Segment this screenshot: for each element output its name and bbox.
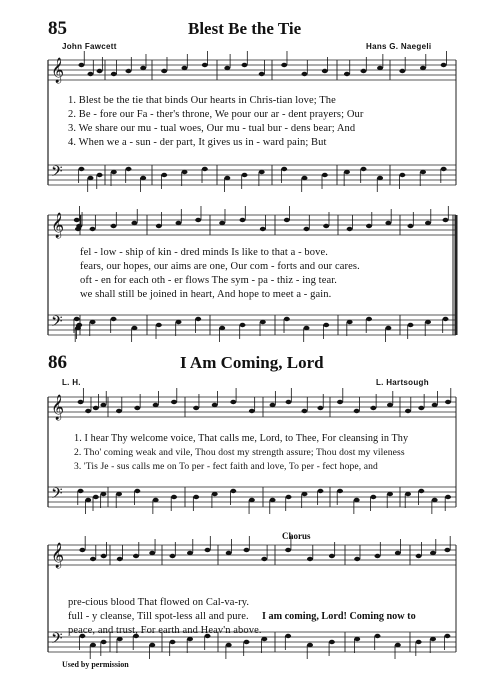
note-head — [366, 224, 372, 228]
note-head — [370, 495, 376, 499]
note-head — [244, 548, 250, 552]
note-head — [259, 170, 265, 174]
note-head — [134, 489, 140, 493]
note-head — [354, 498, 360, 502]
note-head — [242, 63, 248, 67]
hymn-number: 85 — [48, 18, 67, 39]
lyric-line: 1. Blest be the tie that binds Our hearts in Chris-tian love; The — [68, 95, 336, 106]
note-head — [385, 326, 391, 330]
note-head — [430, 637, 436, 641]
note-head — [88, 72, 94, 76]
note-head — [270, 403, 276, 407]
note-head — [430, 551, 436, 555]
note-head — [302, 176, 308, 180]
note-head — [100, 403, 106, 407]
permission-note: Used by permission — [62, 660, 129, 669]
note-head — [212, 492, 218, 496]
bass-clef: 𝄢 — [51, 485, 63, 506]
note-head — [78, 489, 84, 493]
note-head — [399, 173, 405, 177]
note-head — [329, 640, 335, 644]
note-head — [261, 557, 267, 561]
note-head — [395, 551, 401, 555]
note-head — [387, 492, 393, 496]
note-head — [76, 323, 82, 327]
treble-clef: 𝄞 — [51, 543, 65, 568]
note-head — [307, 643, 313, 647]
note-head — [131, 326, 137, 330]
note-head — [244, 640, 250, 644]
note-head — [260, 320, 266, 324]
note-head — [153, 403, 159, 407]
note-head — [117, 557, 123, 561]
note-head — [323, 224, 329, 228]
lyric-line: peace, and trust, For earth and Heav'n above. — [68, 625, 262, 636]
note-head — [153, 498, 159, 502]
note-head — [385, 221, 391, 225]
note-head — [347, 320, 353, 324]
note-head — [224, 66, 230, 70]
note-head — [284, 317, 290, 321]
treble-clef: 𝄞 — [51, 395, 65, 420]
note-head — [375, 554, 381, 558]
lyric-line: fel - low - ship of kin - dred minds Is like to that a - bove. — [80, 247, 328, 258]
note-head — [156, 224, 162, 228]
note-head — [74, 218, 80, 222]
note-head — [170, 640, 176, 644]
note-head — [242, 173, 248, 177]
note-head — [444, 634, 450, 638]
note-head — [354, 557, 360, 561]
note-head — [286, 400, 292, 404]
note-head — [432, 498, 438, 502]
note-head — [78, 400, 84, 404]
note-head — [140, 66, 146, 70]
note-head — [111, 72, 117, 76]
bass-clef: 𝄢 — [51, 163, 63, 184]
note-head — [337, 400, 343, 404]
note-head — [90, 643, 96, 647]
note-head — [90, 320, 96, 324]
note-head — [284, 218, 290, 222]
note-head — [85, 498, 91, 502]
note-head — [224, 176, 230, 180]
treble-clef: 𝄞 — [51, 58, 65, 83]
note-head — [202, 63, 208, 67]
note-head — [443, 317, 449, 321]
note-head — [317, 406, 323, 410]
note-head — [418, 406, 424, 410]
note-head — [249, 498, 255, 502]
note-head — [240, 323, 246, 327]
note-head — [307, 557, 313, 561]
note-head — [281, 167, 287, 171]
composer-credit: Hans G. Naegeli — [366, 42, 432, 51]
note-head — [329, 554, 335, 558]
lyric-line: 4. When we a - sun - der part, It gives us in - ward pain; But — [68, 137, 327, 148]
note-head — [420, 66, 426, 70]
note-head — [354, 637, 360, 641]
lyric-line: 2. Be - fore our Fa - ther's throne, We pour our ar - dent prayers; Our — [68, 109, 364, 120]
note-head — [85, 409, 91, 413]
note-head — [116, 492, 122, 496]
note-head — [395, 643, 401, 647]
note-head — [205, 548, 211, 552]
bass-clef: 𝄢 — [51, 313, 63, 334]
note-head — [375, 634, 381, 638]
lyric-line: pre-cious blood That flowed on Cal-va-ry. — [68, 597, 250, 608]
note-head — [322, 173, 328, 177]
note-head — [408, 224, 414, 228]
chorus-label: Chorus — [282, 531, 311, 541]
lyric-line: 1. I hear Thy welcome voice, That calls me, Lord, to Thee, For cleansing in Thy — [74, 433, 409, 444]
note-head — [405, 492, 411, 496]
note-head — [182, 66, 188, 70]
note-head — [322, 69, 328, 73]
note-head — [176, 221, 182, 225]
lyric-line: 3. We share our mu - tual woes, Our mu - tual bur - dens bear; And — [68, 123, 356, 134]
note-head — [219, 326, 225, 330]
note-head — [93, 495, 99, 499]
note-head — [347, 227, 353, 231]
note-head — [301, 492, 307, 496]
note-head — [170, 554, 176, 558]
note-head — [344, 72, 350, 76]
note-head — [126, 69, 132, 73]
lyric-line: 2. Tho' coming weak and vile, Thou dost my strength assure; Thou dost my vileness — [74, 447, 405, 458]
note-head — [182, 170, 188, 174]
lyricist-credit: L. H. — [62, 378, 81, 387]
note-head — [432, 403, 438, 407]
note-head — [140, 176, 146, 180]
note-head — [377, 176, 383, 180]
note-head — [425, 320, 431, 324]
note-head — [131, 221, 137, 225]
hymn-title: Blest Be the Tie — [188, 19, 302, 38]
note-head — [202, 167, 208, 171]
note-head — [240, 218, 246, 222]
note-head — [193, 495, 199, 499]
note-head — [100, 492, 106, 496]
note-head — [445, 495, 451, 499]
lyric-line: we shall still be joined in heart, And hope to meet a - gain. — [80, 289, 332, 300]
note-head — [161, 173, 167, 177]
note-head — [133, 554, 139, 558]
note-head — [97, 69, 103, 73]
note-head — [443, 218, 449, 222]
note-head — [219, 221, 225, 225]
note-head — [111, 317, 117, 321]
note-head — [366, 317, 372, 321]
note-head — [176, 320, 182, 324]
note-head — [425, 221, 431, 225]
note-head — [441, 63, 447, 67]
note-head — [405, 409, 411, 413]
note-head — [261, 637, 267, 641]
note-head — [281, 63, 287, 67]
note-head — [260, 227, 266, 231]
note-head — [445, 400, 451, 404]
note-head — [117, 637, 123, 641]
lyric-line: fears, our hopes, our aims are one, Our com - forts and our cares. — [80, 261, 360, 272]
treble-clef: 𝄞 — [51, 213, 65, 238]
note-head — [230, 489, 236, 493]
note-head — [149, 643, 155, 647]
composer-credit: L. Hartsough — [376, 378, 429, 387]
note-head — [149, 551, 155, 555]
note-head — [304, 227, 310, 231]
note-head — [212, 403, 218, 407]
note-head — [441, 167, 447, 171]
note-head — [285, 548, 291, 552]
note-head — [88, 176, 94, 180]
note-head — [270, 498, 276, 502]
lyric-line: 3. 'Tis Je - sus calls me on To per - fect faith and love, To per - fect hope, and — [74, 461, 378, 472]
note-head — [193, 406, 199, 410]
note-head — [134, 406, 140, 410]
note-head — [416, 640, 422, 644]
note-head — [387, 403, 393, 407]
note-head — [187, 637, 193, 641]
note-head — [111, 170, 117, 174]
note-head — [361, 69, 367, 73]
note-head — [416, 554, 422, 558]
note-head — [195, 218, 201, 222]
note-head — [195, 317, 201, 321]
note-head — [171, 400, 177, 404]
note-head — [323, 323, 329, 327]
note-head — [78, 167, 84, 171]
note-head — [302, 72, 308, 76]
note-head — [78, 63, 84, 67]
hymn-number: 86 — [48, 352, 67, 373]
note-head — [337, 489, 343, 493]
note-head — [79, 548, 85, 552]
note-head — [301, 409, 307, 413]
note-head — [161, 69, 167, 73]
note-head — [74, 317, 80, 321]
lyric-line: full - y cleanse, Till spot-less all and pure. — [68, 611, 249, 622]
note-head — [420, 170, 426, 174]
note-head — [226, 643, 232, 647]
note-head — [230, 400, 236, 404]
note-head — [444, 548, 450, 552]
note-head — [354, 409, 360, 413]
note-head — [418, 489, 424, 493]
note-head — [171, 495, 177, 499]
note-head — [126, 167, 132, 171]
note-head — [101, 554, 107, 558]
note-head — [90, 227, 96, 231]
note-head — [370, 406, 376, 410]
hymn-title: I Am Coming, Lord — [180, 353, 324, 372]
note-head — [286, 495, 292, 499]
note-head — [317, 489, 323, 493]
chorus-lyric: I am coming, Lord! Coming now to — [262, 611, 416, 622]
note-head — [408, 323, 414, 327]
lyric-line: oft - en for each oth - er flows The sym - pa - thiz - ing tear. — [80, 275, 337, 286]
note-head — [97, 173, 103, 177]
note-head — [285, 634, 291, 638]
note-head — [90, 557, 96, 561]
note-head — [249, 409, 255, 413]
lyricist-credit: John Fawcett — [62, 42, 117, 51]
note-head — [304, 326, 310, 330]
note-head — [101, 640, 107, 644]
note-head — [399, 69, 405, 73]
note-head — [116, 409, 122, 413]
note-head — [361, 167, 367, 171]
note-head — [344, 170, 350, 174]
note-head — [187, 551, 193, 555]
note-head — [76, 224, 82, 228]
note-head — [226, 551, 232, 555]
bass-clef: 𝄢 — [51, 630, 63, 651]
note-head — [111, 224, 117, 228]
note-head — [156, 323, 162, 327]
note-head — [259, 72, 265, 76]
note-head — [377, 66, 383, 70]
note-head — [93, 406, 99, 410]
